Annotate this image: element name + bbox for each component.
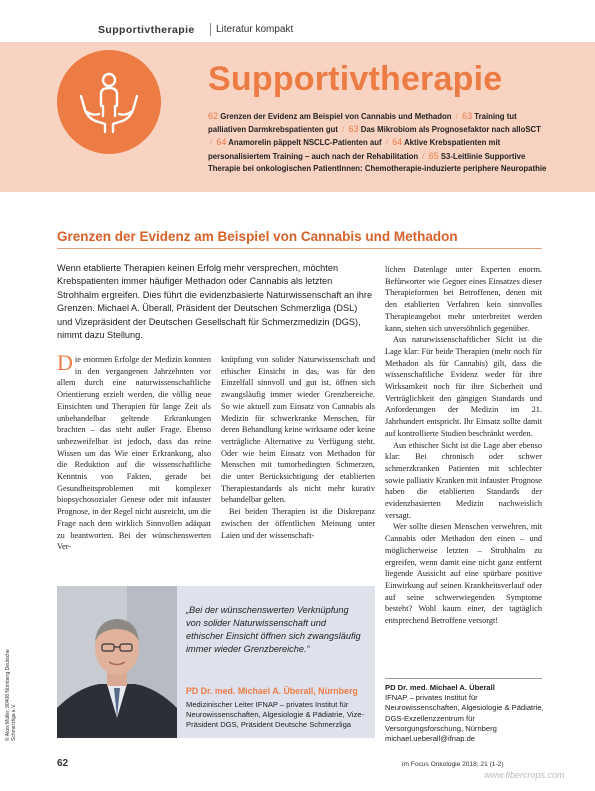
toc-page: 62 [208,111,219,121]
toc-separator: / [455,112,458,121]
toc-entry[interactable]: Anamorelin päppelt NSCLC-Patienten auf [228,138,382,148]
body-paragraph: lichen Datenlage unter Experten enorm. Befürworter wie Gegner eines Einsatzes dieser Therapieformen bei Betroffenen, denen mit den etablierten Verfahren kein sinnvolles Therapieangebot mehr unterbreitet werden kann, stehen sich unversöhnlich gegenüber. [385,265,542,333]
photo-credit: © Alois Müller, 90408 Nürnberg Deutsche Schmerzliga e.V. [5,649,17,741]
toc-page: 65 [428,150,439,161]
body-column-2 [221,354,375,541]
toc-page: 64 [392,137,403,148]
toc-entry[interactable]: Grenzen der Evidenz am Beispiel von Cannabis und Methadon [220,112,452,121]
section-header [0,18,595,40]
toc-entry[interactable]: Aktive Krebspatienten mit personalisiertem Training – auch nach der Rehabilitation [208,138,501,161]
hands-holding-person-icon [57,50,161,154]
body-paragraph: Bei beiden Therapien ist die Diskrepanz zwischen der öffentlichen Meinung unter Laien und der wissenschaft- [221,507,375,540]
body-paragraph: knüpfung von solider Naturwissenschaft und ethischer Einsicht in das, was für den Einzelfall sinnvoll und gut ist, öffnen sich zwangsläufig immer wieder Grenzbereiche. So wie aktuell zum Einsatz von Cannabis als Medizin für schwerkranke Menschen, für deren Behandlung keine wirksame oder keine verträgliche Alternative zu Verfügung steht. Oder wie beim Einsatz von Methadon für Menschen mit tumorbedingten Schmerzen, die unter Berücksichtigung der etablierten Therapiestandards als nicht mehr kurativ behandelbar gelten. [221,355,375,505]
headline-rule [57,248,542,249]
article-headline: Grenzen der Evidenz am Beispiel von Cannabis und Methadon [57,229,458,244]
quote-author: PD Dr. med. Michael A. Überall, Nürnberg [186,686,358,696]
toc-separator: / [385,138,388,148]
drop-cap: D [57,350,73,375]
page-number: 62 [57,758,69,769]
toc-separator: / [210,138,213,148]
watermark: www.fibercrops.com [484,770,565,780]
contact-affiliation: IFNAP – privates Institut für Neurowissenschaften, Algesiologie & Pädiatrie, [385,693,544,713]
subsection-label: Literatur kompakt [216,24,294,35]
body-column-3 [385,264,542,627]
body-column-1 [57,350,211,553]
contact-email[interactable]: michael.ueberall@ifnap.de [385,734,476,744]
pull-quote-text: „Bei der wünschenswerten Verknüpfung von solider Naturwissenschaft und ethischer Einsicht öffnen sich zwangsläufig immer wieder Grenzbereiche.“ [186,605,361,654]
paragraph-text: ie enormen Erfolge der Medizin konnten in den vergangenen Jahrzehnten vor allem durch eine naturwissenschaftliche Orientierung erzielt werden, die völlig neue Einsichten und Therapien für lange Zeit als unbehandelbar geltende Erkrankungen brachten – das steht außer Frage. Ebenso unbezweifelbar ist jedoch, dass das reine Wissen um das Wie einer Erkrankung, also die Reduktion auf die wissenschaftliche Kenntnis von Fakten, gerade bei Gesundheitsproblemen mit komplexer biopsychosozialer Genese oder mit infauster Prognose, in der Regel nicht ausreicht, um die Frage nach dem wirklich Sinnvollen adäquat zu beantworten. Bei der wünschenswerten Ver- [57,355,211,552]
table-of-contents [208,110,548,175]
header-divider [210,23,211,36]
toc-separator: / [422,151,425,161]
journal-citation: im Focus Onkologie 2018; 21 (1-2) [402,761,504,768]
article-lead: Wenn etablierte Therapien keinen Erfolg mehr versprechen, möchten Krebspatienten immer häufiger Methadon oder Cannabis als letzten Strohhalm ergreifen. Dies führt die evidenzbasierte Naturwissenschaft an ihre Grenzen. Michael A. Überall, Präsident der Deutschen Schmerzliga (DSL) und Vizepräsident der Deutschen Gesellschaft für Schmerzmedizin (DGS), nimmt dazu Stellung. [57,263,373,341]
toc-separator: / [342,125,345,135]
author-contact [385,683,545,744]
portrait-photo [57,586,177,738]
contact-divider [385,678,542,679]
body-paragraph: Aus ethischer Sicht ist die Lage aber ebenso klar: Bei chronisch oder schwer schmerzkranken Patienten mit schlechter sowie palliativ Kranken mit infauster Prognose haben die etablierten Standards der evidenzbasierten Medizin nachweislich versagt. [385,440,542,520]
toc-entry[interactable]: Das Mikrobiom als Prognosefaktor nach alloSCT [360,125,541,135]
toc-page: 63 [462,111,473,121]
contact-affiliation: DGS-Exzellenzzentrum für Versorgungsforschung, Nürnberg [385,713,497,733]
toc-entry[interactable]: Training tut palliativen Darmkrebspatienten gut [208,112,517,135]
toc-page: 64 [216,137,227,148]
quote-author-role: Medizinischer Leiter IFNAP – privates Institut für Neurowissenschaften, Algesiologie & Pädiatrie, Vize-Präsident DGS, Präsident Deutsche Schmerzliga [186,700,364,729]
toc-page: 63 [348,124,359,135]
contact-name: PD Dr. med. Michael A. Überall [385,683,495,692]
banner-title: Supportivtherapie [208,60,503,98]
body-paragraph: Aus naturwissenschaftlicher Sicht ist die Lage klar: Für beide Therapien (mehr noch für Methadon als für Cannabis) gilt, dass die wissenschaftliche Evidenz weder für ihre Wirksamkeit noch für ihre Sicherheit und Verträglichkeit den gängigen Standards und Anforderungen der Medizin im 21. Jahrhundert entspricht. Ihr Einsatz sollte damit auf kontrollierte Studien beschränkt werden. [385,335,542,438]
body-paragraph: Wer sollte diesen Menschen verwehren, mit Cannabis oder Methadon den einen – und möglicherweise letzten – Strohhalm zu ergreifen, wenn damit eine nicht ganz entfernt liegende Aussicht auf eine spürbare positive Einwirkung auf seinen Krankheitsverlauf oder auf seine schwerwiegenden Symptome besteht? Wohl kaum einer, der tagtäglich entsprechend Betroffene versorgt! [385,522,542,626]
body-paragraph [57,350,211,553]
section-label: Supportivtherapie [98,24,195,36]
toc-entry[interactable]: S3-Leitlinie Supportive Therapie bei onkologischen PatientInnen: Chemotherapie-induzierte periphere Neuropathie [208,151,547,173]
